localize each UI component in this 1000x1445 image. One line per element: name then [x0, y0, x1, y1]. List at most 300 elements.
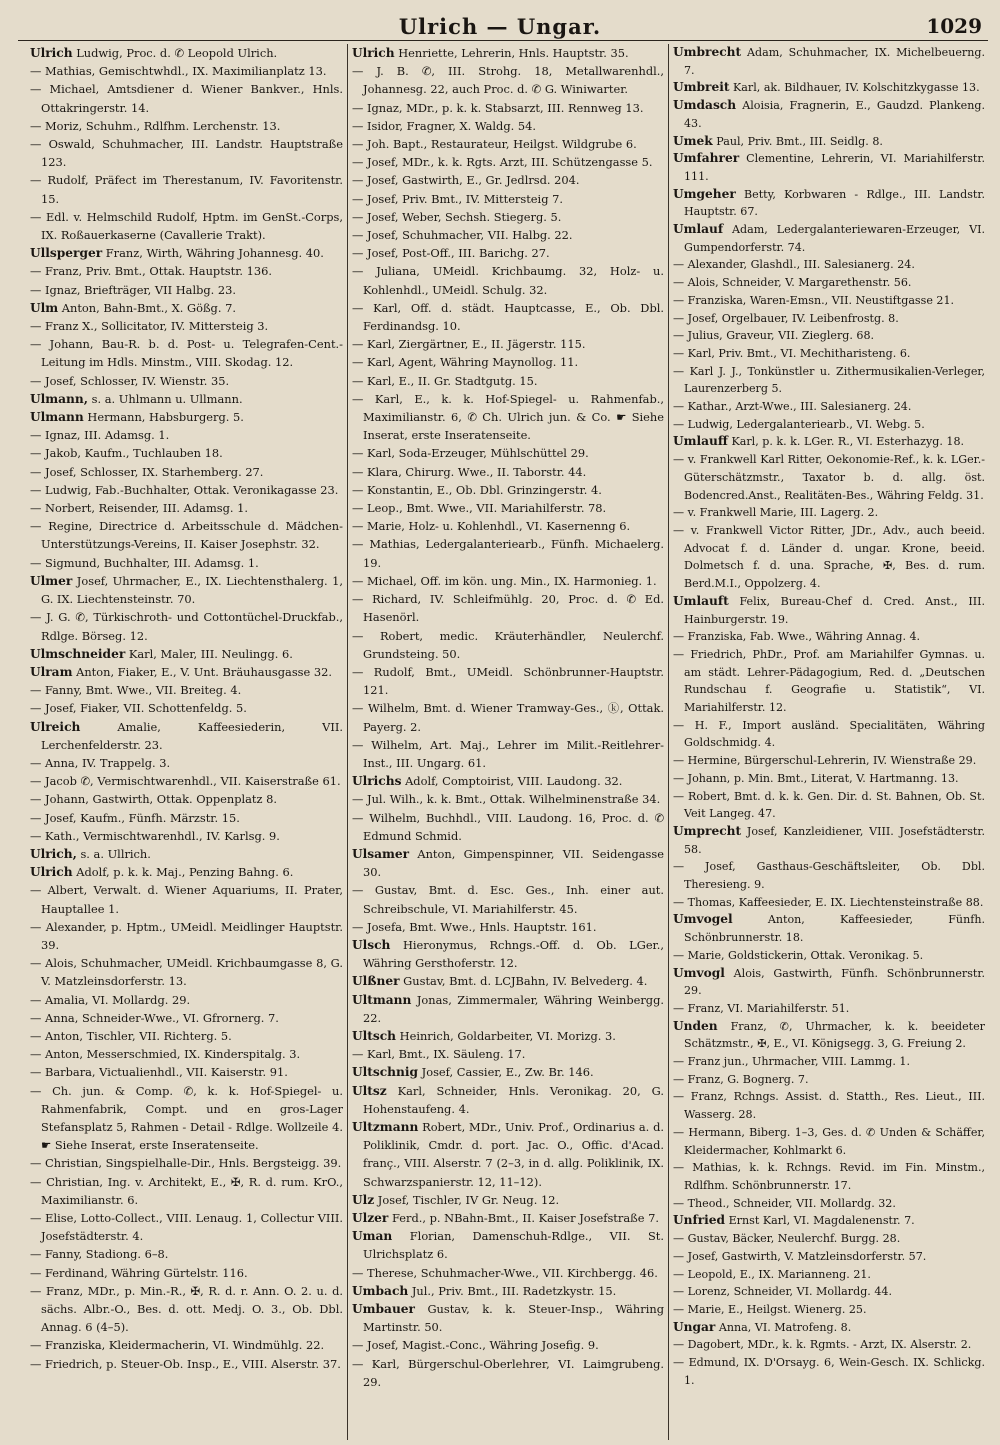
directory-entry — [352, 627, 664, 663]
entry-text: — J. B. ✆, III. Strohg. 18, Metallwarenhdl., Johannesg. 22, auch Proc. d. ✆ G. Winiwarter. — [352, 64, 664, 97]
entry-surname: Ultzmann — [352, 1119, 419, 1134]
entry-text: — Karl, Bmt., IX. Säuleng. 17. — [352, 1047, 526, 1062]
entry-text: — v. Frankwell Marie, III. Lagerg. 2. — [673, 506, 879, 520]
entry-text: — Rudolf, Präfect im Therestanum, IV. Favoritenstr. 15. — [30, 173, 343, 206]
entry-text: — Jakob, Kaufm., Tuchlauben 18. — [30, 446, 223, 461]
directory-entry — [30, 317, 343, 335]
entry-surname: Ultsch — [352, 1028, 397, 1043]
directory-entry — [352, 790, 664, 808]
directory-entry-head — [673, 186, 985, 221]
directory-entry — [30, 135, 343, 171]
entry-text: — Jacob ✆, Vermischtwarenhdl., VII. Kaiserstraße 61. — [30, 774, 341, 789]
directory-entry — [30, 481, 343, 499]
entry-text: — Josef, Orgelbauer, IV. Leibenfrostg. 8. — [673, 311, 899, 325]
entry-text: — Josef, Schlosser, IV. Wienstr. 35. — [30, 373, 230, 388]
directory-entry — [673, 1195, 985, 1213]
directory-entry-head — [352, 1118, 664, 1191]
entry-text: — Karl, Bürgerschul-Oberlehrer, VI. Laimgrubeng. 29. — [352, 1356, 664, 1389]
entry-surname: Ulmann, — [30, 391, 89, 406]
entry-text: — Johann, Bau-R. b. d. Post- u. Telegrafen-Cent.-Leitung im Hdls. Minstm., VIII. Skodag. 12. — [30, 337, 343, 370]
entry-text: Karl, p. k. k. LGer. R., VI. Esterhazyg. 18. — [727, 435, 965, 449]
entry-text: — Wilhelm, Bmt. d. Wiener Tramway-Ges., ⓚ, Ottak. Payerg. 2. — [352, 701, 664, 734]
entry-text: — Marie, E., Heilgst. Wienerg. 25. — [673, 1302, 867, 1316]
entry-surname: Umbauer — [352, 1302, 415, 1317]
directory-entry-head — [352, 991, 664, 1027]
directory-entry — [30, 1245, 343, 1263]
entry-text: Hermann, Habsburgerg. 5. — [83, 410, 244, 425]
entry-text: Adam, Schuhmacher, IX. Michelbeuerng. 7. — [684, 46, 985, 77]
directory-entry — [673, 788, 985, 823]
directory-entry — [352, 1355, 664, 1391]
directory-entry — [352, 62, 664, 98]
entry-text: — Marie, Holz- u. Kohlenhdl., VI. Kasernenng 6. — [352, 519, 631, 534]
entry-text: — Karl, Ziergärtner, E., II. Jägerstr. 115. — [352, 337, 586, 352]
entry-text: — Ignaz, Briefträger, VII Halbg. 23. — [30, 282, 237, 297]
entry-text: — Franz, VI. Mariahilferstr. 51. — [673, 1001, 850, 1015]
entry-text: — Regine, Directrice d. Arbeitsschule d. Mädchen-Unterstützungs-Vereins, II. Kaiser Josephstr. 32. — [30, 519, 343, 552]
directory-entry-head — [352, 1063, 664, 1081]
entry-text: — v. Frankwell Karl Ritter, Oekonomie-Ref., k. k. LGer.-Güterschätzmstr., Taxator b. d. allg. öst. Bodencred.Anst., Realitäten-Bes., Währing Feldg. 31. — [673, 453, 985, 502]
entry-surname: Ulsch — [352, 937, 391, 952]
directory-entry — [673, 770, 985, 788]
entry-text: — Jul. Wilh., k. k. Bmt., Ottak. Wilhelminenstraße 34. — [352, 792, 661, 807]
directory-entry — [30, 772, 343, 790]
entry-text: — Friedrich, p. Steuer-Ob. Insp., E., VIII. Alserstr. 37. — [30, 1356, 341, 1371]
directory-entry — [30, 62, 343, 80]
directory-entry — [30, 1355, 343, 1373]
directory-entry — [673, 1248, 985, 1266]
directory-entry-head — [352, 1300, 664, 1336]
entry-text: Ernst Karl, VI. Magdalenenstr. 7. — [725, 1214, 915, 1228]
directory-entry — [30, 262, 343, 280]
entry-text: Paul, Priv. Bmt., III. Seidlg. 8. — [712, 134, 883, 148]
directory-entry — [30, 372, 343, 390]
directory-entry — [30, 1063, 343, 1081]
entry-text: — Ludwig, Fab.-Buchhalter, Ottak. Veronikagasse 23. — [30, 482, 339, 497]
entry-surname: Umfahrer — [673, 151, 740, 166]
entry-text: — Moriz, Schuhm., Rdlfhm. Lerchenstr. 13. — [30, 118, 281, 133]
directory-entry — [352, 1045, 664, 1063]
entry-surname: Ulsamer — [352, 846, 410, 861]
entry-text: — Josef, Gasthaus-Geschäftsleiter, Ob. Dbl. Theresieng. 9. — [673, 860, 985, 892]
entry-text: Karl, Maler, III. Neulingg. 6. — [125, 646, 293, 661]
directory-entry-head — [30, 645, 343, 663]
directory-entry — [352, 499, 664, 517]
directory-entry-head — [30, 663, 343, 681]
directory-entry — [352, 390, 664, 445]
entry-text: — Konstantin, E., Ob. Dbl. Grinzingerstr. 4. — [352, 482, 602, 497]
directory-entry — [673, 717, 985, 752]
directory-entry — [352, 99, 664, 117]
directory-entry — [673, 628, 985, 646]
directory-entry — [30, 608, 343, 644]
entry-text: — Richard, IV. Schleifmühlg. 20, Proc. d. ✆ Ed. Hasenörl. — [352, 592, 664, 625]
directory-entry — [30, 171, 343, 207]
directory-entry — [30, 1282, 343, 1337]
directory-entry — [30, 699, 343, 717]
directory-entry — [352, 208, 664, 226]
entry-surname: Ulrich — [352, 46, 395, 60]
directory-entry — [30, 918, 343, 954]
entry-surname: Ulmschneider — [30, 646, 126, 661]
directory-entry — [673, 504, 985, 522]
entry-surname: Uman — [352, 1229, 393, 1244]
entry-text: — Karl, Priv. Bmt., VI. Mechitharisteng. 6. — [673, 346, 911, 360]
entry-text: — Wilhelm, Art. Maj., Lehrer im Milit.-Reitlehrer-Inst., III. Ungarg. 61. — [352, 737, 664, 770]
entry-text: Heinrich, Goldarbeiter, VI. Morizg. 3. — [396, 1028, 616, 1043]
entry-text: Karl, ak. Bildhauer, IV. Kolschitzkygasse 13. — [729, 81, 980, 95]
entry-surname: Umbreit — [673, 80, 730, 95]
entry-text: Amalie, Kaffeesiederin, VII. Lerchenfelderstr. 23. — [41, 719, 343, 752]
directory-entry — [673, 345, 985, 363]
entry-text: — Josef, Schuhmacher, VII. Halbg. 22. — [352, 228, 573, 243]
entry-text: Betty, Korbwaren - Rdlge., III. Landstr. Hauptstr. 67. — [684, 187, 985, 219]
entry-text: Josef, Kanzleidiener, VIII. Josefstädterstr. 58. — [684, 824, 985, 856]
entry-text: — Hermann, Biberg. 1–3, Ges. d. ✆ Unden & Schäffer, Kleidermacher, Kohlmarkt 6. — [673, 1125, 985, 1157]
entry-text: — Josef, Gastwirth, E., Gr. Jedlrsd. 204. — [352, 173, 580, 188]
column-right — [668, 44, 989, 1440]
entry-text: — Christian, Singspielhalle-Dir., Hnls. Bergsteigg. 39. — [30, 1156, 342, 1171]
entry-text: — Edmund, IX. D'Orsayg. 6, Wein-Gesch. IX. Schlickg. 1. — [673, 1356, 985, 1387]
entry-text: — Josef, Schlosser, IX. Starhemberg. 27. — [30, 464, 264, 479]
entry-text: — J. G. ✆, Türkischroth- und Cottontüchel-Druckfab., Rdlge. Börseg. 12. — [30, 610, 343, 643]
entry-surname: Ulrich, — [30, 846, 77, 861]
entry-text: — Dagobert, MDr., k. k. Rgmts. - Arzt, IX. Alserstr. 2. — [673, 1338, 972, 1352]
entry-text: — Ludwig, Ledergalanteriearb., VI. Webg. 5. — [673, 417, 925, 431]
entry-surname: Umvogel — [673, 912, 733, 927]
entry-text: Robert, MDr., Univ. Prof., Ordinarius a. d. Poliklinik, Cmdr. d. port. Jac. O., Offic. d'Acad. franç., VIII. Alserstr. 7 (2–3, in d. allg. Poliklinik, IX. Schwarzspanierstr. 12, 11–12). — [363, 1119, 664, 1189]
directory-entry — [30, 1336, 343, 1354]
directory-entry — [352, 299, 664, 335]
directory-entry — [30, 335, 343, 371]
directory-entry-head — [673, 433, 985, 451]
directory-entry — [30, 554, 343, 572]
entry-surname: Ulrich — [30, 46, 73, 60]
entry-text: — Robert, Bmt. d. k. k. Gen. Dir. d. St. Bahnen, Ob. St. Veit Langeg. 47. — [673, 789, 985, 821]
directory-entry-head — [30, 845, 343, 863]
entry-surname: Ulrichs — [352, 774, 402, 789]
directory-entry — [673, 1159, 985, 1194]
entry-text: — Anna, Schneider-Wwe., VI. Gfrornerg. 7. — [30, 1010, 279, 1025]
entry-text: — Josef, Gastwirth, V. Matzleinsdorferstr. 57. — [673, 1249, 927, 1263]
entry-text: — Lorenz, Schneider, VI. Mollardg. 44. — [673, 1285, 892, 1299]
entry-text: Florian, Damenschuh-Rdlge., VII. St. Ulrichsplatz 6. — [363, 1229, 664, 1262]
directory-entry — [352, 262, 664, 298]
entry-text: — Therese, Schuhmacher-Wwe., VII. Kirchbergg. 46. — [352, 1265, 658, 1280]
directory-entry — [673, 398, 985, 416]
entry-text: Karl, Schneider, Hnls. Veronikag. 20, G. Hohenstaufeng. 4. — [363, 1083, 664, 1116]
entry-surname: Ulzer — [352, 1211, 389, 1225]
directory-entry — [30, 499, 343, 517]
directory-entry-head — [352, 772, 664, 790]
directory-entry — [673, 1230, 985, 1248]
directory-entry-head — [673, 965, 985, 1000]
entry-text: — Oswald, Schuhmacher, III. Landstr. Hauptstraße 123. — [30, 137, 343, 170]
directory-entry — [673, 274, 985, 292]
directory-entry-head — [352, 936, 664, 972]
entry-surname: Umlauff — [673, 434, 728, 449]
directory-entry — [352, 1336, 664, 1354]
entry-text: — Elise, Lotto-Collect., VIII. Lenaug. 1, Collectur VIII. Josefstädterstr. 4. — [30, 1211, 343, 1244]
entry-text: Josef, Tischler, IV Gr. Neug. 12. — [374, 1192, 560, 1207]
entry-surname: Umlauf — [673, 222, 724, 237]
directory-entry-head — [673, 44, 985, 79]
directory-entry — [352, 590, 664, 626]
directory-entry — [352, 663, 664, 699]
directory-entry — [352, 372, 664, 390]
entry-text: — Karl, E., k. k. Hof-Spiegel- u. Rahmenfab., Maximilianstr. 6, ✆ Ch. Ulrich jun. & Co. ☛ Siehe Inserat, erste Inseratenseite. — [352, 391, 664, 443]
entry-text: — Amalia, VI. Mollardg. 29. — [30, 992, 191, 1007]
column-middle — [347, 44, 668, 1440]
directory-entry — [352, 190, 664, 208]
directory-entry — [673, 1283, 985, 1301]
entry-text: — Albert, Verwalt. d. Wiener Aquariums, II. Prater, Hauptallee 1. — [30, 883, 343, 916]
entry-text: — Barbara, Victualienhdl., VII. Kaiserstr. 91. — [30, 1065, 288, 1080]
entry-text: — Josef, Magist.-Conc., Währing Josefig. 9. — [352, 1338, 599, 1353]
entry-surname: Ulmer — [30, 573, 73, 588]
entry-text: — Mathias, Ledergalanteriearb., Fünfh. Michaelerg. 19. — [352, 537, 664, 570]
directory-entry-head — [352, 1027, 664, 1045]
directory-entry-head — [30, 718, 343, 754]
directory-entry-head — [352, 1082, 664, 1118]
entry-text: s. a. Ullrich. — [76, 846, 151, 861]
entry-surname: Umprecht — [673, 823, 742, 838]
entry-text: — Franz, Priv. Bmt., Ottak. Hauptstr. 136. — [30, 264, 272, 279]
entry-surname: Umdasch — [673, 98, 737, 113]
directory-entry — [30, 517, 343, 553]
page-number: 1029 — [926, 14, 982, 38]
directory-entry — [30, 1082, 343, 1155]
directory-entry — [30, 1209, 343, 1245]
directory-entry — [30, 80, 343, 116]
directory-entry-head — [352, 845, 664, 881]
entry-text: Henriette, Lehrerin, Hnls. Hauptstr. 35. — [394, 46, 629, 60]
entry-text: Gustav, k. k. Steuer-Insp., Währing Martinstr. 50. — [363, 1302, 664, 1335]
entry-text: — Kath., Vermischtwarenhdl., IV. Karlsg. 9. — [30, 828, 280, 843]
entry-text: — Ignaz, III. Adamsg. 1. — [30, 428, 170, 443]
entry-surname: Ungar — [673, 1319, 716, 1334]
directory-entry-head — [352, 1282, 664, 1300]
directory-entry — [30, 881, 343, 917]
directory-entry — [673, 1354, 985, 1389]
entry-text: — Franz, Rchngs. Assist. d. Statth., Res. Lieut., III. Wasserg. 28. — [673, 1090, 985, 1122]
entry-text: — Alois, Schuhmacher, UMeidl. Krichbaumgasse 8, G. V. Matzleinsdorferstr. 13. — [30, 956, 343, 989]
directory-entry — [673, 310, 985, 328]
entry-text: — Josef, Fiaker, VII. Schottenfeldg. 5. — [30, 701, 247, 716]
entry-text: Aloisia, Fragnerin, E., Gaudzd. Plankeng. 43. — [684, 99, 985, 130]
entry-surname: Umbach — [352, 1283, 409, 1298]
entry-text: — Mathias, Gemischtwhdl., IX. Maximilianplatz 13. — [30, 64, 327, 79]
directory-entry — [352, 463, 664, 481]
entry-text: Gustav, Bmt. d. LCJBahn, IV. Belvederg. 4. — [399, 974, 648, 989]
directory-entry-head — [352, 1209, 664, 1227]
directory-entry — [673, 894, 985, 912]
directory-entry-head — [352, 972, 664, 990]
entry-text: — Rudolf, Bmt., UMeidl. Schönbrunner-Hauptstr. 121. — [352, 664, 664, 698]
directory-entry — [352, 226, 664, 244]
entry-text: Jonas, Zimmermaler, Währing Weinbergg. 22. — [363, 992, 664, 1025]
directory-entry — [30, 754, 343, 772]
entry-text: — Friedrich, PhDr., Prof. am Mariahilfer Gymnas. u. am städt. Lehrer-Pädagogium, Red. d. „Deutschen Rundschau f. Geografie u. Statistik“, VI. Mariahilferstr. 12. — [673, 647, 985, 715]
directory-entry — [30, 1027, 343, 1045]
directory-entry — [673, 752, 985, 770]
directory-entry — [352, 572, 664, 590]
entry-surname: Ultmann — [352, 992, 412, 1007]
directory-entry — [352, 244, 664, 262]
directory-entry — [352, 117, 664, 135]
directory-entry-head — [673, 823, 985, 858]
directory-entry-head — [673, 97, 985, 132]
directory-entry — [30, 991, 343, 1009]
directory-entry-head — [30, 408, 343, 426]
columns — [26, 44, 990, 1440]
directory-entry-head — [673, 911, 985, 946]
entry-text: — H. F., Import ausländ. Specialitäten, Währing Goldschmidg. 4. — [673, 718, 985, 750]
entry-surname: Ulreich — [30, 719, 81, 734]
entry-surname: Umbrecht — [673, 45, 742, 59]
entry-text: — Ch. jun. & Comp. ✆, k. k. Hof-Spiegel- u. Rahmenfabrik, Compt. und en gros-Lager Stefansplatz 5, Rahmen - Detail - Rdlge. Wollzeile 4. ☛ Siehe Inserat, erste Inseratenseite. — [30, 1083, 343, 1153]
entry-text: — Robert, medic. Kräuterhändler, Neulerchf. Grundsteing. 50. — [352, 628, 664, 661]
directory-entry — [30, 827, 343, 845]
entry-text: Adolf, Comptoirist, VIII. Laudong. 32. — [401, 774, 623, 789]
directory-entry — [352, 517, 664, 535]
entry-text: Ferd., p. NBahn-Bmt., II. Kaiser Josefstraße 7. — [388, 1211, 659, 1225]
header-rule — [18, 40, 988, 41]
directory-entry — [30, 954, 343, 990]
directory-entry — [352, 736, 664, 772]
entry-text: — Gustav, Bäcker, Neulerchf. Burgg. 28. — [673, 1232, 901, 1246]
entry-text: — Klara, Chirurg. Wwe., II. Taborstr. 44. — [352, 464, 587, 479]
entry-text: — Franziska, Fab. Wwe., Währing Annag. 4. — [673, 630, 921, 644]
entry-text: — Franz, MDr., p. Min.-R., ✠, R. d. r. Ann. O. 2. u. d. sächs. Albr.-O., Bes. d. ott. Medj. O. 3., Ob. Dbl. Annag. 6 (4–5). — [30, 1283, 343, 1335]
directory-entry — [673, 1000, 985, 1018]
directory-entry — [673, 646, 985, 717]
directory-entry — [673, 1336, 985, 1354]
entry-text: — Franziska, Kleidermacherin, VI. Windmühlg. 22. — [30, 1338, 325, 1353]
page-title: Ulrich — Ungar. — [398, 14, 602, 39]
directory-entry — [673, 522, 985, 593]
entry-text: — Wilhelm, Buchhdl., VIII. Laudong. 16, Proc. d. ✆ Edmund Schmid. — [352, 810, 664, 843]
directory-entry — [673, 256, 985, 274]
entry-surname: Ulram — [30, 664, 73, 679]
entry-text: — Karl, E., II. Gr. Stadtgutg. 15. — [352, 373, 538, 388]
entry-text: — Josef, MDr., k. k. Rgts. Arzt, III. Schützengasse 5. — [352, 155, 653, 170]
directory-entry — [30, 463, 343, 481]
entry-text: — Joh. Bapt., Restaurateur, Heilgst. Wildgrube 6. — [352, 137, 637, 152]
entry-text: — Christian, Ing. v. Architekt, E., ✠, R. d. rum. KrO., Maximilianstr. 6. — [30, 1174, 343, 1207]
entry-surname: Umlauft — [673, 593, 729, 608]
entry-surname: Ulßner — [352, 974, 400, 989]
entry-text: — Michael, Amtsdiener d. Wiener Bankver., Hnls. Ottakringerstr. 14. — [30, 82, 343, 115]
directory-entry — [352, 1264, 664, 1282]
directory-entry-head — [352, 1227, 664, 1263]
entry-text: — Gustav, Bmt. d. Esc. Ges., Inh. einer aut. Schreibschule, VI. Mariahilferstr. 45. — [352, 883, 664, 916]
entry-text: Felix, Bureau-Chef d. Cred. Anst., III. Hainburgerstr. 19. — [684, 594, 985, 626]
entry-text: — Norbert, Reisender, III. Adamsg. 1. — [30, 501, 249, 516]
entry-text: — Isidor, Fragner, X. Waldg. 54. — [352, 118, 536, 133]
entry-text: Anna, VI. Matrofeng. 8. — [715, 1320, 852, 1334]
directory-entry — [30, 117, 343, 135]
entry-text: — Alexander, p. Hptm., UMeidl. Meidlinger Hauptstr. 39. — [30, 919, 343, 952]
entry-surname: Unfried — [673, 1213, 726, 1228]
directory-entry — [30, 1009, 343, 1027]
directory-entry-head — [673, 221, 985, 256]
entry-surname: Umgeher — [673, 186, 736, 201]
entry-text: — Michael, Off. im kön. ung. Min., IX. Harmonieg. 1. — [352, 573, 657, 588]
entry-text: — Thomas, Kaffeesieder, E. IX. Liechtensteinstraße 88. — [673, 895, 984, 909]
directory-entry — [673, 327, 985, 345]
directory-entry — [30, 1045, 343, 1063]
directory-entry-head — [673, 593, 985, 628]
directory-entry-head — [30, 244, 343, 262]
entry-text: Clementine, Lehrerin, VI. Mariahilferstr. 111. — [684, 152, 985, 183]
directory-entry — [30, 444, 343, 462]
directory-entry — [673, 1071, 985, 1089]
directory-entry — [673, 451, 985, 504]
page-header — [0, 8, 1000, 42]
entry-text: — Josef, Priv. Bmt., IV. Mittersteig 7. — [352, 191, 563, 206]
directory-entry — [30, 208, 343, 244]
entry-text: — Franz jun., Uhrmacher, VIII. Lammg. 1. — [673, 1055, 911, 1069]
entry-text: — Johann, p. Min. Bmt., Literat, V. Hartmanng. 13. — [673, 771, 959, 785]
directory-entry — [352, 809, 664, 845]
entry-text: — Ferdinand, Währing Gürtelstr. 116. — [30, 1265, 248, 1280]
entry-text: — Alois, Schneider, V. Margarethenstr. 56. — [673, 276, 912, 290]
entry-surname: Ulrich — [30, 865, 73, 880]
directory-entry — [673, 363, 985, 398]
directory-entry-head — [673, 1212, 985, 1230]
directory-entry — [352, 135, 664, 153]
directory-entry — [352, 699, 664, 735]
directory-entry — [30, 1264, 343, 1282]
entry-text: Ludwig, Proc. d. ✆ Leopold Ulrich. — [72, 46, 278, 60]
directory-entry — [30, 790, 343, 808]
entry-text: Franz, Wirth, Währing Johannesg. 40. — [102, 246, 324, 261]
entry-text: — Leop., Bmt. Wwe., VII. Mariahilferstr. 78. — [352, 501, 607, 516]
entry-surname: Unden — [673, 1018, 718, 1033]
entry-surname: Ulmann — [30, 410, 84, 425]
entry-surname: Ultschnig — [352, 1065, 419, 1080]
entry-text: — Hermine, Bürgerschul-Lehrerin, IV. Wienstraße 29. — [673, 754, 977, 768]
entry-text: Josef, Uhrmacher, E., IX. Liechtensthalerg. 1, G. IX. Liechtensteinstr. 70. — [41, 573, 343, 607]
directory-entry — [352, 535, 664, 571]
entry-text: — Juliana, UMeidl. Krichbaumg. 32, Holz- u. Kohlenhdl., UMeidl. Schulg. 32. — [352, 264, 664, 297]
directory-entry-head — [673, 133, 985, 151]
entry-text: Alois, Gastwirth, Fünfh. Schönbrunnerstr. 29. — [684, 966, 985, 998]
entry-text: Josef, Cassier, E., Zw. Br. 146. — [418, 1065, 594, 1080]
entry-text: — Karl, Off. d. städt. Hauptcasse, E., Ob. Dbl. Ferdinandsg. 10. — [352, 300, 664, 334]
entry-text: — Fanny, Bmt. Wwe., VII. Breiteg. 4. — [30, 683, 242, 698]
entry-surname: Ultsz — [352, 1083, 387, 1098]
directory-entry — [352, 153, 664, 171]
directory-entry — [673, 416, 985, 434]
entry-surname: Ullsperger — [30, 246, 103, 261]
entry-text: Adam, Ledergalanteriewaren-Erzeuger, VI. Gumpendorferstr. 74. — [684, 223, 985, 254]
entry-text: Anton, Bahn-Bmt., X. Gößg. 7. — [58, 300, 236, 315]
entry-text: — Josef, Weber, Sechsh. Stiegerg. 5. — [352, 209, 562, 224]
directory-entry-head — [673, 150, 985, 185]
directory-entry — [352, 444, 664, 462]
entry-text: — Franz, G. Bognerg. 7. — [673, 1072, 809, 1086]
directory-entry-head — [352, 44, 664, 62]
entry-text: Hieronymus, Rchngs.-Off. d. Ob. LGer., Währing Gersthoferstr. 12. — [363, 937, 664, 971]
entry-text: — Josefa, Bmt. Wwe., Hnls. Hauptstr. 161. — [352, 919, 597, 934]
entry-text: — Anna, IV. Trappelg. 3. — [30, 755, 171, 770]
entry-text: — Edl. v. Helmschild Rudolf, Hptm. im GenSt.-Corps, IX. Roßauerkaserne (Cavallerie Trakt). — [30, 209, 343, 243]
directory-entry — [673, 292, 985, 310]
entry-text: — Mathias, k. k. Rchngs. Revid. im Fin. Minstm., Rdlfhm. Schönbrunnerstr. 17. — [673, 1161, 985, 1192]
entry-text: — Ignaz, MDr., p. k. k. Stabsarzt, III. Rennweg 13. — [352, 100, 644, 115]
